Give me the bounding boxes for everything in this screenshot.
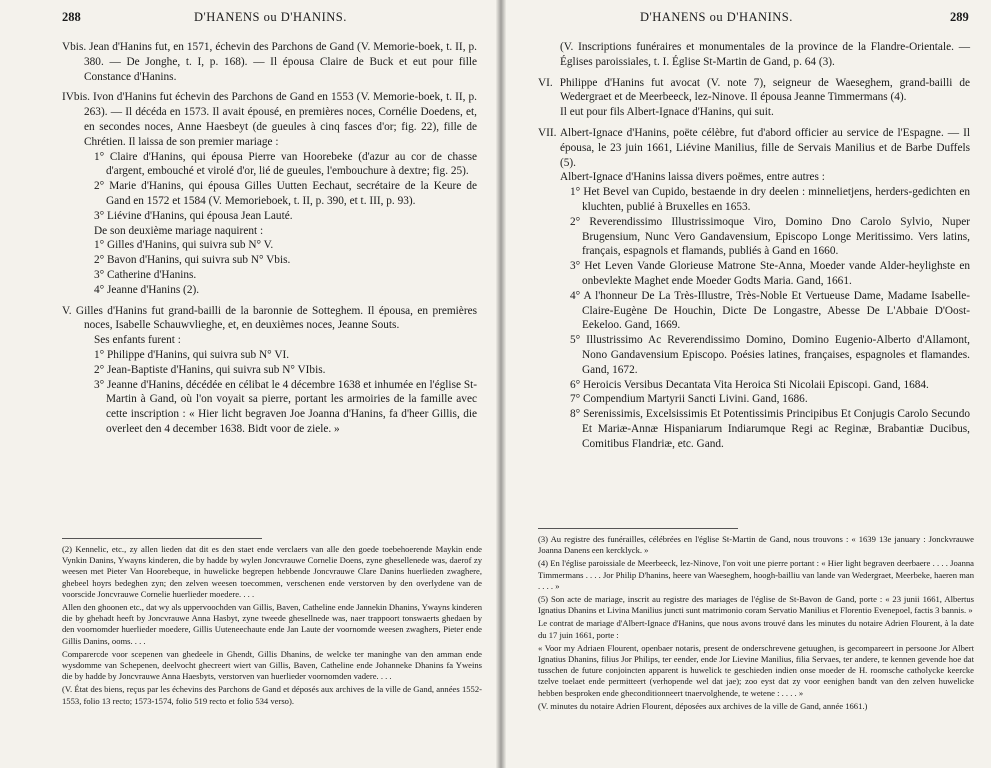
list-item: 2° Jean-Baptiste d'Hanins, qui suivra sub N° VIbis. [94, 363, 326, 376]
footnote: Le contrat de mariage d'Albert-Ignace d'Hanins, que nous avons trouvé dans les minutes du notaire Adrien Flourent, à la date du 17 juin 1661, porte : [538, 618, 974, 640]
paragraph: Albert-Ignace d'Hanins laissa divers poëmes, entre autres : [560, 171, 825, 184]
paragraph: IVbis. Ivon d'Hanins fut échevin des Parchons de Gand en 1553 (V. Memorie-boek, t. II, p. 263). — Il décéda en 1573. Il avait épousé, en premières noces, Cornélie Doedens, et, en secondes noces, Anne Haesbeyt (de gueules à cinq fasces d'or; fig. 22), fille de Chrétien. Il laissa de son premier mariage : [62, 91, 477, 148]
footnote-rule [538, 528, 738, 529]
footnote: (4) En l'église paroissiale de Meerbeeck, lez-Ninove, l'on voit une pierre portant : « Hier light begraven deerbaere . . . . Joanna Timmermans . . . . Jor Philip D'hanins, heere van Waeseghem, hoogh-bailliu van lande van Wedergraet, Meerbeke, haeren man . . . . » [538, 558, 974, 591]
list-item: 1° Gilles d'Hanins, qui suivra sub N° V. [94, 239, 274, 252]
list-item: 1° Claire d'Hanins, qui épousa Pierre van Hoorebeke (d'azur au cor de chasse d'argent, embouché et virolé d'or, lié de gueules, l'embouchure à dextre; fig. 25). [94, 150, 477, 178]
footnote: (5) Son acte de mariage, inscrit au registre des mariages de l'église de St-Bavon de Gand, porte : « 23 junii 1661, Albertus Ignatius Dhanins et Livina Manilius juncti sunt matrimonio coram Servatio Manilius et Florentio Evenepoel, factis 3 bannis. » [538, 594, 974, 616]
list-item: 3° Jeanne d'Hanins, décédée en célibat le 4 décembre 1638 et inhumée en l'église St-Martin à Gand, où l'on voyait sa pierre, portant les armoiries de la famille avec cette inscription : « Hier licht begraven Joe Joanna d'Hanins, fa d'heer Gillis, die overleet den 4 december 1638. Bidt voor de ziele. » [94, 378, 477, 435]
footnote-rule [62, 538, 262, 539]
footnote: (V. État des biens, reçus par les échevins des Parchons de Gand et déposés aux archives de la ville de Gand, années 1552-1553, folio 13 recto; 1573-1574, folio 519 recto et folio 534 verso). [62, 684, 482, 706]
footnotes [62, 544, 482, 709]
paragraph: (V. Inscriptions funéraires et monumentales de la province de la Flandre-Orientale. — Églises paroissiales, t. I. Église St-Martin de Gand, p. 64 (3). [560, 41, 970, 68]
running-head: D'HANENS ou D'HANINS. [640, 10, 793, 24]
footnote: Allen den ghoonen etc., dat wy als uppervoochden van Gillis, Baven, Catheline ende Jannekin Dhanins, Ywayns kinderen die by ghehadt heeft by Joncvrauwe Anna Hasbyt, zyne tweede ghesellnede was, naer trappoort tonswaerts ghedaen by den voornomder huerlieder moedere, Gillis Uuteneechaute ende Jan Laute der voornomde weesen zwaghers, Pieter ende Gillis Danins, ooms. . . . [62, 602, 482, 646]
paragraph: V. Gilles d'Hanins fut grand-bailli de la baronnie de Sotteghem. Il épousa, en premières noces, Isabelle Schauwvlieghe, et, en deuxièmes noces, Jeanne Souts. [62, 304, 477, 332]
footnote: (2) Kennelic, etc., zy allen lieden dat dit es den staet ende verclaers van alle den goede toebehoerende Maykin ende Vynkin Danins, Ywayns kinderen, die by hadde by wylen Joncvrauwe Cornelie Doens, zyne ghesellenede was, daerof zy weesen met Pieter Van Hoorebeque, in huwelicke begrepen hebbende Joncvrauwe Clare Danins huerlieden zwaghere, ghebeel hoyrs bedeghen zyn; den zelven weesen toecommen, verschenen ende verstorven by den overlydene van de voorscide Joncvrauwe Cornelie huerlieder moedere. . . . [62, 544, 482, 599]
paragraph: Vbis. Jean d'Hanins fut, en 1571, échevin des Parchons de Gand (V. Memorie-boek, t. II, p. 380. — De Jonghe, t. I, p. 168). — Il épousa Claire de Buck et eut pour fille Constance d'Hanins. [62, 41, 477, 83]
footnotes [538, 534, 974, 714]
paragraph: VII. Albert-Ignace d'Hanins, poëte célèbre, fut d'abord officier au service de l'Espagne. — Il épousa, le 23 juin 1661, Liévine Manilius, fille de Servais Manilius et de Barbe Duffels (5). [538, 126, 970, 169]
list-item: 8° Serenissimis, Excelsissimis Et Potentissimis Principibus Et Conjugis Carolo Secundo Et Mariæ-Annæ Hispaniarum Indiarumque Regi ac Reginæ, Brabantiæ Ducibus, Comitibus Flandriæ, etc. Gand. [570, 408, 970, 450]
list-item: 5° Illustrissimo Ac Reverendissimo Domino, Domino Eugenio-Alberto d'Allamont, Nono Gandavensium Episcopo. Poésies latines, françaises, espagnoles et flamandes. Gand, 1672. [570, 334, 970, 376]
main-text [538, 40, 970, 452]
list-item: 7° Compendium Martyrii Sancti Livini. Gand, 1686. [570, 393, 808, 406]
list-item: 1° Het Bevel van Cupido, bestaende in dry deelen : minnelietjens, herders-gedichten en kluchten, publié à Bruxelles en 1653. [570, 186, 970, 213]
page-number: 289 [950, 10, 969, 24]
running-head: D'HANENS ou D'HANINS. [194, 10, 347, 24]
footnote: (V. minutes du notaire Adrien Flourent, déposées aux archives de la ville de Gand, année 1661.) [538, 700, 868, 711]
main-text [62, 40, 477, 437]
footnote: (3) Au registre des funérailles, célébrées en l'église St-Martin de Gand, nous trouvons : « 1639 13e january : Jonckvrauwe Joanna Danens een kercklyck. » [538, 534, 974, 556]
list-item: 2° Bavon d'Hanins, qui suivra sub N° Vbis. [94, 254, 291, 267]
footnote: Comparercde voor scepenen van ghedeele in Ghendt, Gillis Dhanins, de welcke ter maninghe van den amman ende wysdomme van Schepenen, deelvocht ghecreert wiert van Gillis, Baven, Catheline ende Johanneke Dhanins fa Yweins die by hadde by Joncvrauwe Anna Haesbyts, verstorven van huerlieder voornomden vadere. . . . [62, 648, 482, 682]
paragraph: VI. Philippe d'Hanins fut avocat (V. note 7), seigneur de Waeseghem, grand-bailli de Wedergraet et de Meerbeeck, lez-Ninove. Il épousa Jeanne Timmermans (4). [538, 76, 970, 104]
list-item: 3° Het Leven Vande Glorieuse Matrone Ste-Anna, Moeder vande Alder-heylighste en onbevlekte Maghet ende Moeder Godts Maria. Gand, 1661. [570, 260, 970, 287]
list-item: 4° Jeanne d'Hanins (2). [94, 283, 200, 296]
paragraph: Il eut pour fils Albert-Ignace d'Hanins, qui suit. [560, 106, 774, 119]
footnote: « Voor my Adriaen Flourent, openbaer notaris, present de onderschrevene getuughen, is gecompareert in persoone Jor Albert Ignatius Dhanins, filius Jor Philips, ter eender, ende Jor Lievine Manilius, filia Servaes, ter andere, te kennen gevende hoe dat tusschen de future conjoincten apparent is huwelick te geschieden indien onse moeder de H. roomsche catholycke keercke tzelve toelaet ende permitteert (verhopende wel dat jae); zoo eyst dat zy voor eenighen bandt van den zelven huwelicke hebben besproken ende gheconditionneert tnaervolghende, te wetene : . . . . » [538, 642, 974, 698]
right-page [500, 0, 991, 768]
list-item: 4° A l'honneur De La Très-Illustre, Très-Noble Et Vertueuse Dame, Madame Isabelle-Claire-Eugène De Houchin, Dicte De Longastre, Abesse De L'Abbaie D'Oost-Eekeloo. Gand, 1669. [570, 289, 970, 332]
paragraph: Ses enfants furent : [94, 334, 181, 347]
page-number: 288 [62, 10, 81, 24]
list-item: 3° Liévine d'Hanins, qui épousa Jean Lauté. [94, 209, 293, 222]
list-item: 6° Heroicis Versibus Decantata Vita Heroica Sti Nicolaii Episcopi. Gand, 1684. [570, 378, 929, 391]
list-item: 2° Marie d'Hanins, qui épousa Gilles Uutten Eechaut, secrétaire de la Keure de Gand en 1572 et 1584 (V. Memorieboek, t. II, p. 390, et t. III, p. 93). [94, 180, 477, 207]
paragraph: De son deuxième mariage naquirent : [94, 224, 264, 237]
list-item: 3° Catherine d'Hanins. [94, 268, 197, 281]
list-item: 2° Reverendissimo Illustrissimoque Viro, Domino Dno Carolo Sylvio, Nuper Brugensium, Nunc Vero Gandavensium, Episcopo Longe Meritissimo. Vers latins, français, espagnols et flamands, publiés à Gand en 1660. [570, 215, 970, 258]
list-item: 1° Philippe d'Hanins, qui suivra sub N° VI. [94, 348, 290, 361]
